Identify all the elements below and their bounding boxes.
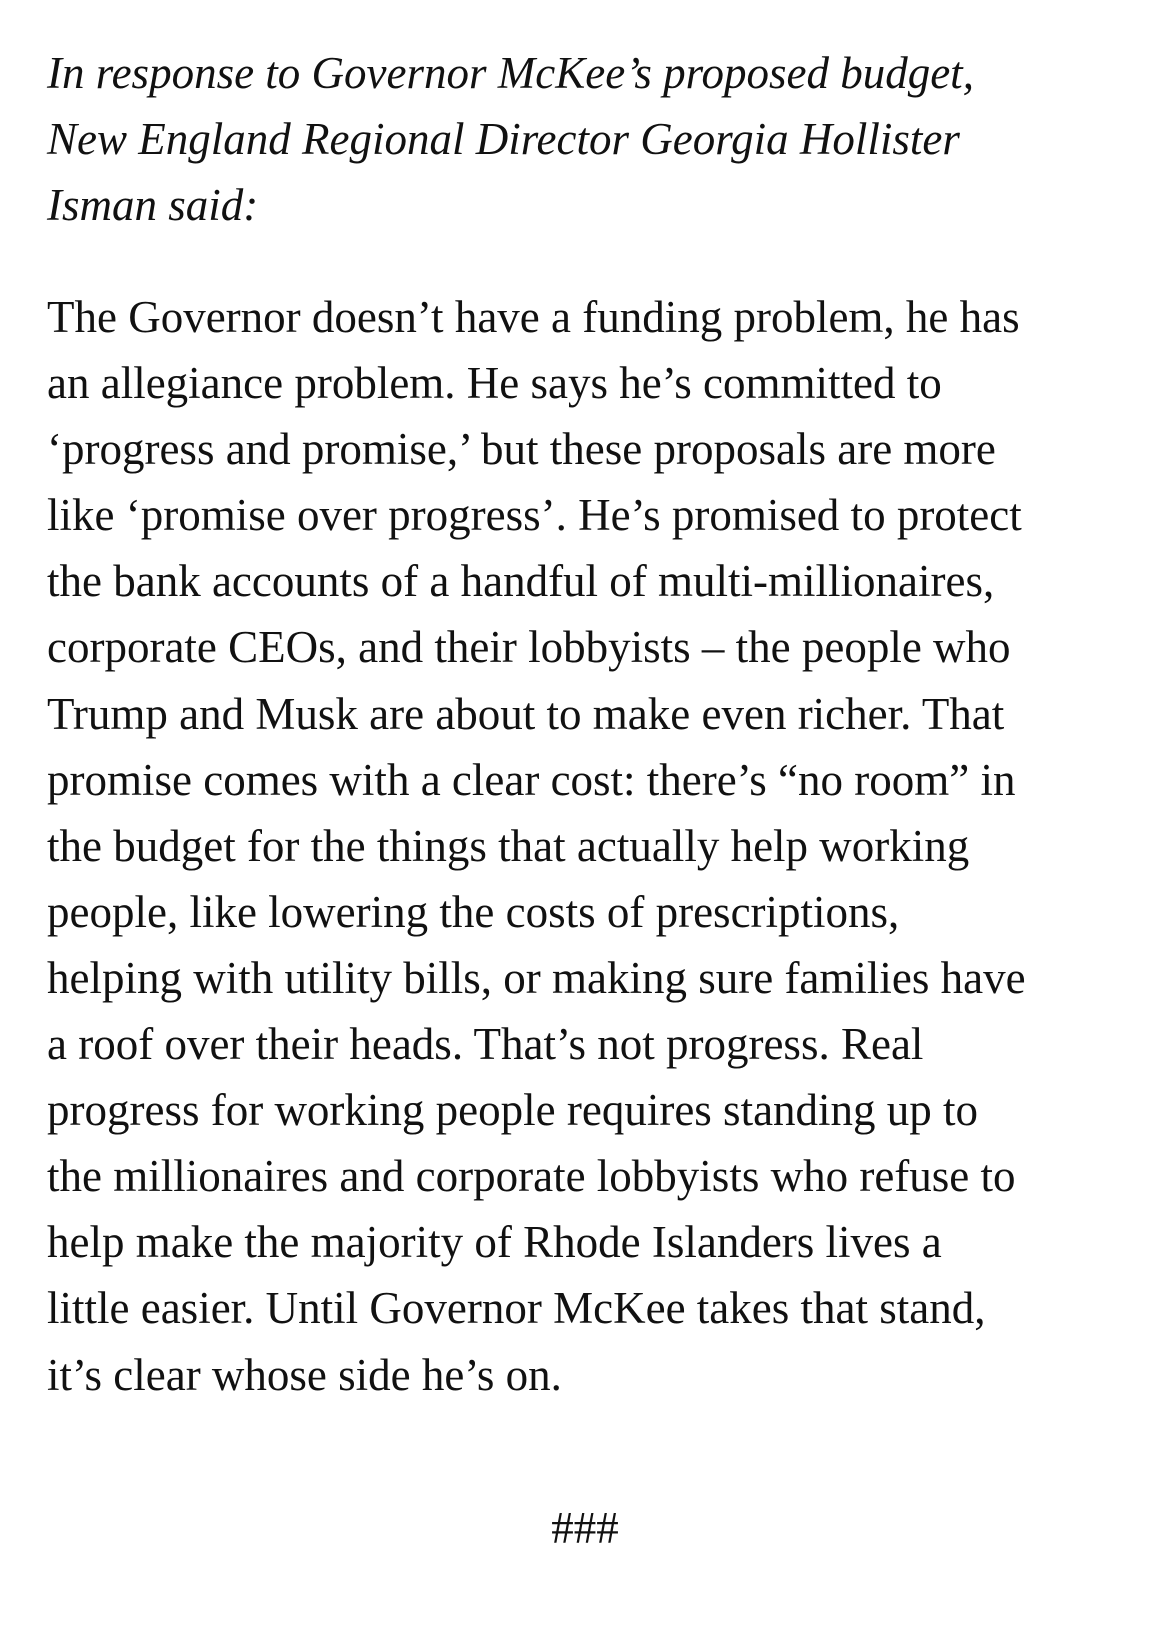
statement-line: progress for working people requires standing up to (47, 1085, 979, 1136)
end-mark: ### (551, 1503, 619, 1553)
statement-line: The Governor doesn’t have a funding problem, he has (47, 292, 1020, 342)
statement-paragraph (47, 284, 1137, 1408)
statement-line: ‘progress and promise,’ but these proposals are more (47, 424, 996, 475)
statement-line: like ‘promise over progress’. He’s promised to protect (47, 490, 1022, 541)
statement-line: corporate CEOs, and their lobbyists – the people who (47, 622, 1011, 673)
statement-line: promise comes with a clear cost: there’s “no room” in (47, 754, 1016, 805)
intro-line: New England Regional Director Georgia Hollister (47, 114, 960, 164)
intro-paragraph (47, 40, 1137, 238)
statement-line: it’s clear whose side he’s on. (47, 1349, 562, 1400)
statement-line: an allegiance problem. He says he’s committed to (47, 358, 942, 409)
statement-line: little easier. Until Governor McKee takes that stand, (47, 1283, 986, 1334)
statement-line: the budget for the things that actually help working (47, 820, 970, 871)
statement-line: Trump and Musk are about to make even richer. That (47, 688, 1005, 739)
intro-line: Isman said: (47, 180, 259, 230)
statement-line: help make the majority of Rhode Islanders lives a (47, 1217, 942, 1268)
statement-line: a roof over their heads. That’s not progress. Real (47, 1019, 924, 1070)
statement-line: the bank accounts of a handful of multi-millionaires, (47, 556, 995, 607)
statement-line: helping with utility bills, or making sure families have (47, 952, 1026, 1003)
intro-line: In response to Governor McKee’s proposed budget, (47, 48, 974, 98)
statement-line: the millionaires and corporate lobbyists who refuse to (47, 1151, 1016, 1202)
statement-line: people, like lowering the costs of prescriptions, (47, 886, 900, 937)
